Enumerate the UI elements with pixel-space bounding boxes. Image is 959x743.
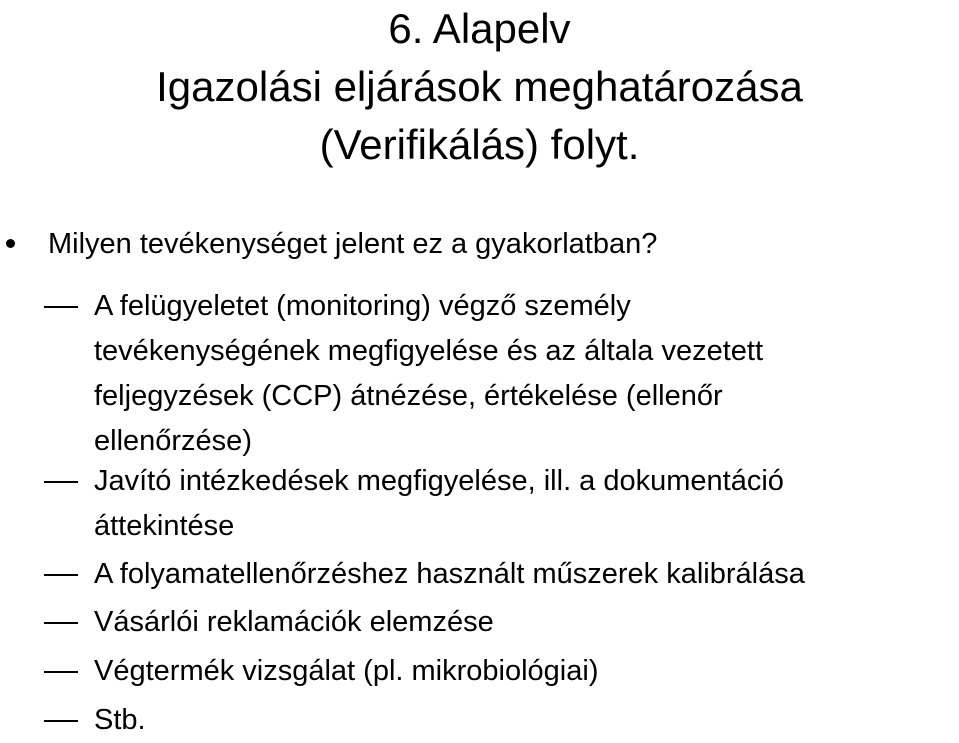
sub-item: [44, 600, 959, 645]
dash-icon: [44, 720, 78, 722]
dash-icon: [44, 306, 78, 308]
sub-item-text: Vásárlói reklamációk elemzése: [94, 606, 494, 638]
dash-icon: [44, 481, 78, 483]
title-line-3: (Verifikálás) folyt.: [319, 121, 640, 168]
sub-item-text: Javító intézkedések megfigyelése, ill. a dokumentáció áttekintése: [94, 465, 784, 542]
dash-icon: [44, 622, 78, 624]
sub-item-text: A felügyeletet (monitoring) végző személy tevékenységének megfigyelése és az általa vezetett feljegyzések (CCP) átnézése, értékelése (ellenőr ellenőrzése): [94, 290, 764, 457]
title-line-1: 6. Alapelv: [388, 5, 571, 52]
bullet-dot-icon: [6, 239, 15, 248]
dash-icon: [44, 574, 78, 576]
sub-item-text: Végtermék vizsgálat (pl. mikrobiológiai): [94, 655, 599, 687]
title-line-2: Igazolási eljárások meghatározása: [156, 63, 803, 110]
dash-icon: [44, 671, 78, 673]
sub-item: [44, 552, 959, 597]
sub-item: [44, 698, 959, 743]
sub-item: [44, 649, 959, 694]
sub-item-text: A folyamatellenőrzéshez használt műszerek kalibrálása: [94, 558, 805, 590]
sub-item-text: Stb.: [94, 704, 146, 736]
sub-item: [44, 284, 959, 464]
sub-item: [44, 459, 959, 549]
bullet-text: Milyen tevékenységet jelent ez a gyakorlatban?: [48, 228, 658, 260]
